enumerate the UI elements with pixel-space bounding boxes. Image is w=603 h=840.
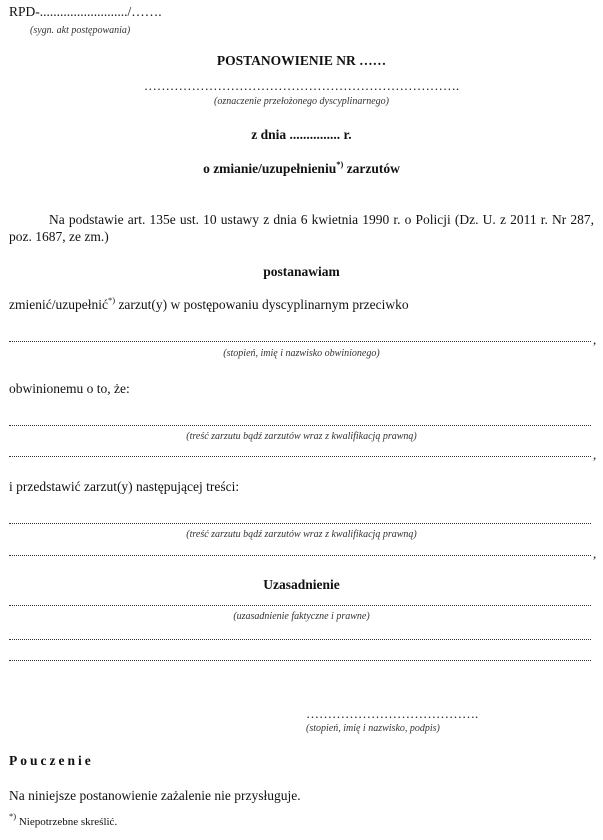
charge-dotted-line [9,555,591,556]
case-signature-caption: (sygn. akt postępowania) [30,25,131,36]
case-signature: RPD-........................../……. [9,4,162,19]
decision-word: postanawiam [263,264,340,279]
signature-dots: …………………………………. [306,706,479,721]
footnote-mark: *) [107,295,116,305]
charge-caption-2: (treść zarzutu bądź zarzutów wraz z kwalifikacją prawną) [186,529,417,540]
charge-dotted-line [9,456,591,457]
line-comma: , [593,332,597,347]
justification-title: Uzasadnienie [263,577,340,592]
accused-caption: (stopień, imię i nazwisko obwinionego) [223,348,380,359]
present-line: i przedstawić zarzut(y) następującej treści: [9,479,240,494]
date-line: z dnia ............... r. [251,127,352,142]
justification-dotted-line [9,660,591,661]
subject-line [0,161,603,177]
accused-dotted-line [9,341,591,342]
footnote-text: Niepotrzebne skreślić. [16,816,118,828]
justification-dotted-line [9,639,591,640]
footnote-mark: *) [336,159,344,169]
accused-to-line: obwinionemu o to, że: [9,381,130,396]
organ-dots: ………………………………………………………………. [143,78,460,93]
organ-caption: (oznaczenie przełożonego dyscyplinarnego) [214,96,389,107]
subject-after: zarzutów [343,161,400,176]
signature-caption: (stopień, imię i nazwisko, podpis) [306,723,440,734]
line-comma: , [593,546,597,561]
charge-caption-1: (treść zarzutu bądź zarzutów wraz z kwalifikacją prawną) [186,431,417,442]
legal-basis: Na podstawie art. 135e ust. 10 ustawy z dnia 6 kwietnia 1990 r. o Policji (Dz. U. z 2011 r. Nr 287, poz. 1687, ze zm.) [9,212,594,244]
instruction-text: Na niniejsze postanowienie zażalenie nie przysługuje. [9,788,301,803]
charge-dotted-line [9,523,591,524]
line-comma: , [593,447,597,462]
instruction-title: Pouczenie [9,753,94,768]
change-before: zmienić/uzupełnić [9,297,108,312]
footnote [9,811,118,828]
justification-dotted-line [9,605,591,606]
charge-dotted-line [9,425,591,426]
footnote-mark: *) [9,811,17,821]
subject-before: o zmianie/uzupełnieniu [203,161,337,176]
change-after: zarzut(y) w postępowaniu dyscyplinarnym przeciwko [115,297,409,312]
justification-caption: (uzasadnienie faktyczne i prawne) [233,611,370,622]
document-title: POSTANOWIENIE NR …… [216,53,387,68]
change-line [9,297,409,313]
